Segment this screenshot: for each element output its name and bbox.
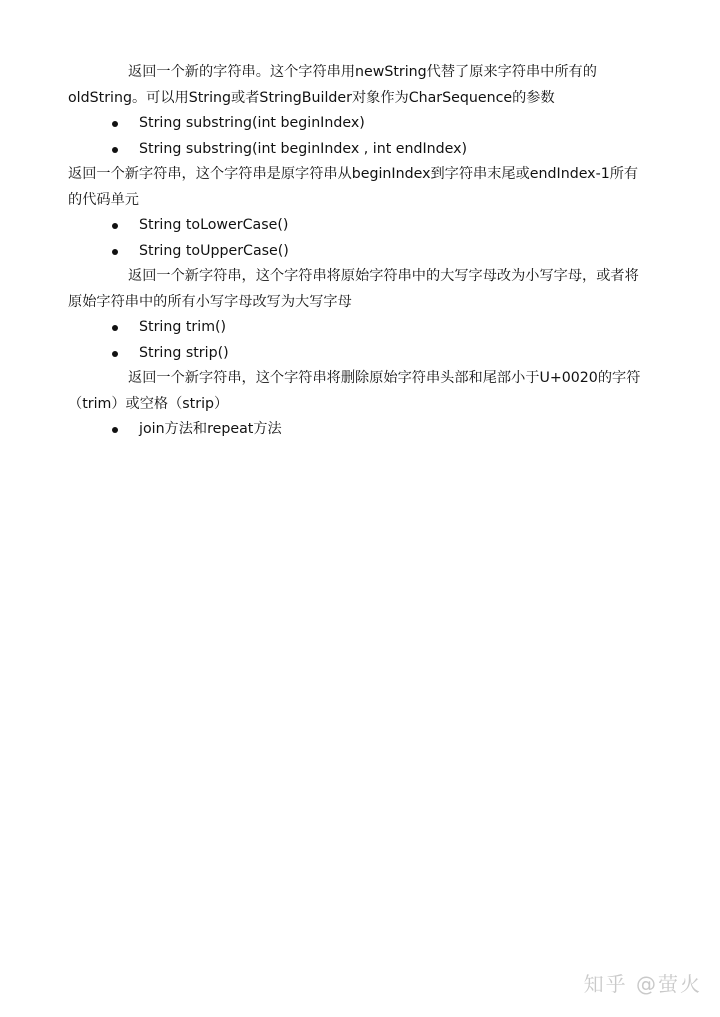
- list-item-text: String substring(int beginIndex): [139, 115, 365, 131]
- list-item-text: String trim(): [139, 319, 227, 335]
- list-item: [68, 417, 648, 443]
- list-item-text: String substring(int beginIndex , int endIndex): [139, 140, 468, 157]
- list-item-text: join方法和repeat方法: [139, 421, 282, 437]
- bullet-icon: [112, 249, 118, 255]
- bullet-list-join: [68, 417, 648, 443]
- list-item: [68, 315, 648, 341]
- bullet-icon: [112, 351, 118, 357]
- bullet-icon: [112, 223, 118, 229]
- list-item-text: String strip(): [139, 344, 229, 361]
- bullet-icon: [112, 121, 118, 127]
- watermark: 知乎 @萤火: [583, 972, 702, 996]
- bullet-icon: [112, 325, 118, 331]
- list-item: [68, 137, 648, 163]
- bullet-list-case: [68, 213, 648, 264]
- paragraph-substring-description: 返回一个新字符串，这个字符串是原字符串从beginIndex到字符串末尾或endIndex-1所有的代码单元: [68, 166, 639, 208]
- list-item-text: String toUpperCase(): [139, 242, 289, 259]
- list-item: [68, 239, 648, 265]
- paragraph-replace-description: 返回一个新的字符串。这个字符串用newString代替了原来字符串中所有的oldString。可以用String或者StringBuilder对象作为CharSequence的参数: [68, 64, 597, 106]
- bullet-icon: [112, 147, 118, 153]
- list-item: [68, 341, 648, 367]
- list-item: [68, 213, 648, 239]
- bullet-list-trim: [68, 315, 648, 366]
- bullet-icon: [112, 427, 118, 433]
- list-item-text: String toLowerCase(): [139, 217, 289, 233]
- bullet-list-substring: [68, 111, 648, 162]
- paragraph-case-description: 返回一个新字符串，这个字符串将原始字符串中的大写字母改为小写字母，或者将原始字符串中的所有小写字母改写为大写字母: [68, 268, 639, 310]
- paragraph-trim-description: 返回一个新字符串，这个字符串将删除原始字符串头部和尾部小于U+0020的字符（trim）或空格（strip）: [68, 370, 641, 412]
- document-body: [68, 60, 648, 443]
- list-item: [68, 111, 648, 137]
